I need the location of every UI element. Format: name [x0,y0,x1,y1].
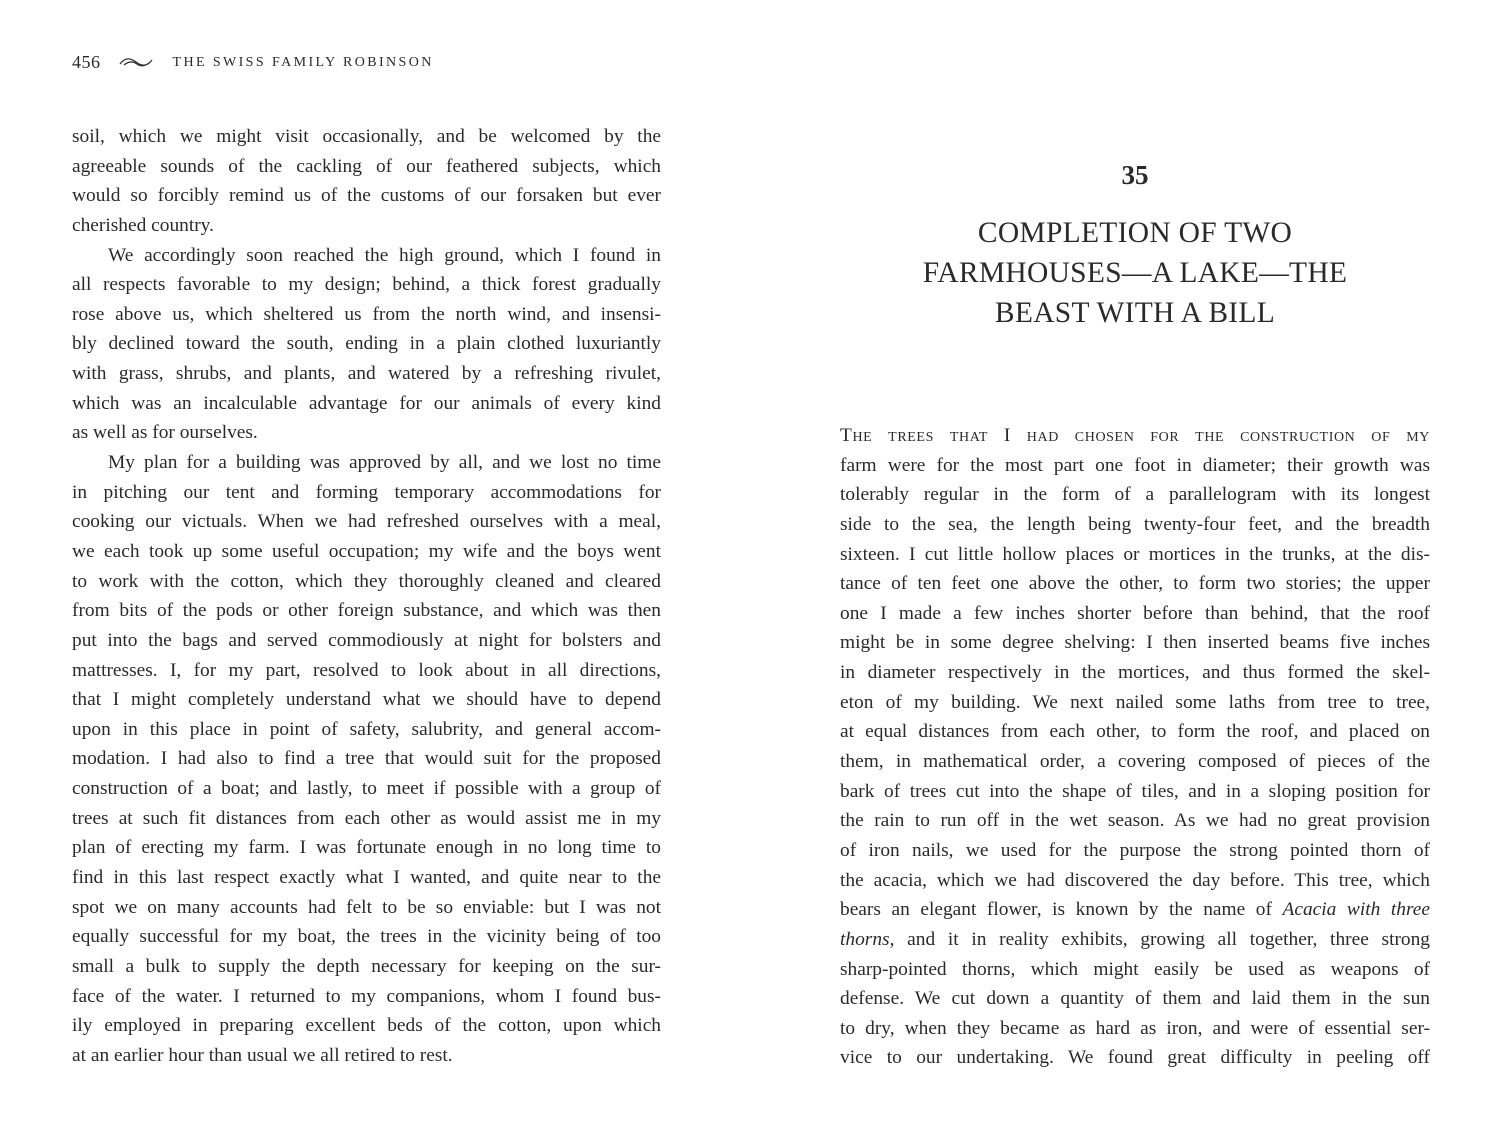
text-line: defense. We cut down a quantity of them and laid them in the sun [840,988,1430,1010]
text-line: as well as for ourselves. [72,422,258,444]
text-line: equally successful for my boat, the trees in the vicinity being of too [72,926,661,948]
text-line: with grass, shrubs, and plants, and watered by a refreshing rivulet, [72,363,661,385]
text-line: that I might completely understand what we should have to depend [72,689,661,711]
text-line: tolerably regular in the form of a parallelogram with its longest [840,484,1430,506]
text-line: to work with the cotton, which they thoroughly cleaned and cleared [72,570,661,592]
text-line: We accordingly soon reached the high ground, which I found in [108,244,661,266]
text-line: to dry, when they became as hard as iron, and were of essential ser- [840,1017,1430,1039]
page-number: 456 [72,52,101,72]
text-line: sixteen. I cut little hollow places or mortices in the trunks, at the dis- [840,543,1430,565]
text-line: eton of my building. We next nailed some laths from tree to tree, [840,691,1430,713]
text-line: construction of a boat; and lastly, to meet if possible with a group of [72,778,661,800]
book-title: THE SWISS FAMILY ROBINSON [172,54,434,70]
text-line: one I made a few inches shorter before than behind, that the roof [840,602,1430,624]
text-line: the acacia, which we had discovered the day before. This tree, which [840,869,1430,891]
text-line: My plan for a building was approved by all, and we lost no time [108,452,661,474]
text-line: vice to our undertaking. We found great difficulty in peeling off [840,1047,1430,1069]
text-line: which was an incalculable advantage for our animals of every kind [72,392,661,414]
text-line: spot we on many accounts had felt to be so enviable: but I was not [72,896,661,918]
text-line: ily employed in preparing excellent beds of the cotton, upon which [72,1015,661,1037]
text-line: mattresses. I, for my part, resolved to look about in all directions, [72,659,661,681]
text-line: sharp-pointed thorns, which might easily be used as weapons of [840,958,1430,980]
text-line: modation. I had also to find a tree that would suit for the proposed [72,748,661,770]
text-line [840,421,1430,451]
text-line: face of the water. I returned to my companions, whom I found bus- [72,985,661,1007]
text-line: of iron nails, we used for the purpose the strong pointed thorn of [840,839,1430,861]
running-header [72,52,434,73]
italic-name: thorns [840,928,890,950]
text-line: plan of erecting my farm. I was fortunate enough in no long time to [72,837,661,859]
small-caps-opening: The trees that I had chosen for the construction of my [840,425,1430,446]
chapter-title-line: COMPLETION OF TWO [977,217,1293,249]
paragraph [72,448,661,1070]
text-line: might be in some degree shelving: I then inserted beams five inches [840,632,1430,654]
text-line: small a bulk to supply the depth necessary for keeping on the sur- [72,955,661,977]
italic-name: Acacia with three [1282,899,1430,921]
text-line: trees at such fit distances from each other as would assist me in my [72,807,661,829]
paragraph [72,122,661,241]
chapter-title [840,213,1430,333]
text-segment: bears an elegant flower, is known by the name of [840,899,1283,921]
left-page-text [72,122,661,1071]
text-segment: , and it in reality exhibits, growing all together, three strong [889,928,1430,950]
text-line: rose above us, which sheltered us from the north wind, and insensi- [72,303,661,325]
text-line: from bits of the pods or other foreign substance, and which was then [72,600,661,622]
text-line: them, in mathematical order, a covering composed of pieces of the [840,751,1430,773]
text-line: at equal distances from each other, to form the roof, and placed on [840,721,1430,743]
text-line: bark of trees cut into the shape of tiles, and in a sloping position for [840,780,1430,802]
text-line: upon in this place in point of safety, salubrity, and general accom- [72,718,661,740]
text-line: we each took up some useful occupation; my wife and the boys went [72,540,661,562]
text-line: in pitching our tent and forming temporary accommodations for [72,481,661,503]
text-line: all respects favorable to my design; behind, a thick forest gradually [72,274,661,296]
text-line: soil, which we might visit occasionally, and be welcomed by the [72,126,661,147]
chapter-number: 35 [1121,160,1149,190]
paragraph [72,241,661,448]
chapter-title-line: FARMHOUSES—A LAKE—THE [922,257,1348,289]
text-line: farm were for the most part one foot in diameter; their growth was [840,454,1430,476]
text-line: bly declined toward the south, ending in a plain clothed luxuriantly [72,333,661,355]
text-line [840,895,1430,925]
text-line: cooking our victuals. When we had refreshed ourselves with a meal, [72,511,661,533]
text-line: the rain to run off in the wet season. As we had no great provision [840,810,1430,832]
text-line [840,925,1430,955]
text-line: agreeable sounds of the cackling of our feathered subjects, which [72,155,661,177]
text-line: at an earlier hour than usual we all retired to rest. [72,1044,453,1066]
text-line: in diameter respectively in the mortices, and thus formed the skel- [840,662,1430,684]
text-line: find in this last respect exactly what I wanted, and quite near to the [72,867,661,889]
chapter-title-line: BEAST WITH A BILL [994,297,1276,329]
text-line: would so forcibly remind us of the customs of our forsaken but ever [72,185,661,207]
text-line: side to the sea, the length being twenty-four feet, and the breadth [840,513,1430,535]
text-line: tance of ten feet one above the other, to form two stories; the upper [840,573,1430,595]
paragraph [840,421,1430,1073]
right-page-text [840,421,1430,1073]
text-line: put into the bags and served commodiously at night for bolsters and [72,629,661,651]
swash-ornament-icon [119,52,153,73]
text-line: cherished country. [72,214,214,236]
